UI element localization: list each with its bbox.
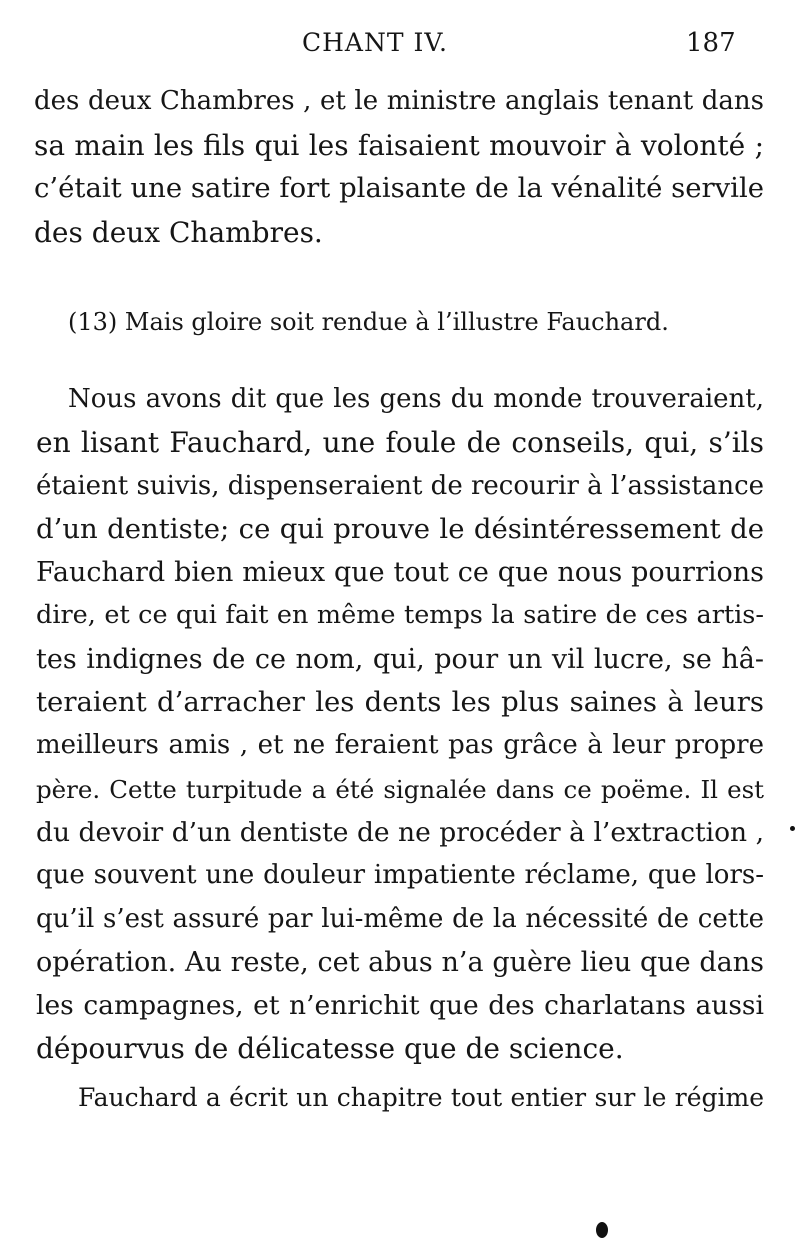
- page-header: [0, 24, 800, 64]
- ink-speck: [596, 1222, 608, 1238]
- text-line: opération. Au reste, cet abus n’a guère lieu que dans: [36, 946, 764, 978]
- text-line: Nous avons dit que les gens du monde trouveraient,: [68, 384, 764, 414]
- text-line: du devoir d’un dentiste de ne procéder à l’extraction ,: [36, 816, 764, 848]
- text-line: dire, et ce qui fait en même temps la satire de ces artis-: [36, 600, 764, 631]
- text-line: les campagnes, et n’enrichit que des charlatans aussi: [36, 990, 764, 1022]
- paragraph-1: [34, 80, 764, 254]
- text-line: Fauchard bien mieux que tout ce que nous pourrions: [36, 557, 764, 589]
- text-line: Fauchard a écrit un chapitre tout entier sur le régime: [78, 1083, 764, 1112]
- text-line: teraient d’arracher les dents les plus saines à leurs: [36, 686, 764, 719]
- text-line: tes indignes de ce nom, qui, pour un vil lucre, se hâ-: [36, 643, 764, 675]
- text-line: père. Cette turpitude a été signalée dans ce poëme. Il est: [36, 774, 764, 804]
- text-line: en lisant Fauchard, une foule de conseils, qui, s’ils: [36, 426, 764, 460]
- text-line: meilleurs amis , et ne feraient pas grâce à leur propre: [36, 730, 764, 761]
- paragraph-2: [36, 378, 764, 1071]
- text-line: étaient suivis, dispenseraient de recourir à l’assistance: [36, 470, 765, 501]
- text-line: des deux Chambres , et le ministre anglais tenant dans: [34, 86, 764, 116]
- text-line: c’était une satire fort plaisante de la vénalité servile: [34, 172, 765, 204]
- text-line: des deux Chambres.: [34, 215, 323, 249]
- text-line: que souvent une douleur impatiente réclame, que lors-: [36, 860, 764, 891]
- footnote-13: (13) Mais gloire soit rendue à l’illustre Fauchard.: [68, 308, 669, 336]
- ink-speck: [790, 826, 795, 831]
- text-line: qu’il s’est assuré par lui-même de la nécessité de cette: [36, 903, 764, 934]
- paragraph-3: [36, 1076, 764, 1120]
- text-line: dépourvus de délicatesse que de science.: [36, 1032, 624, 1066]
- text-line: d’un dentiste; ce qui prouve le désintéressement de: [36, 512, 764, 545]
- running-head: CHANT IV.: [302, 28, 448, 57]
- page-number: 187: [686, 28, 736, 58]
- text-line: sa main les fils qui les faisaient mouvoir à volonté ;: [34, 128, 764, 162]
